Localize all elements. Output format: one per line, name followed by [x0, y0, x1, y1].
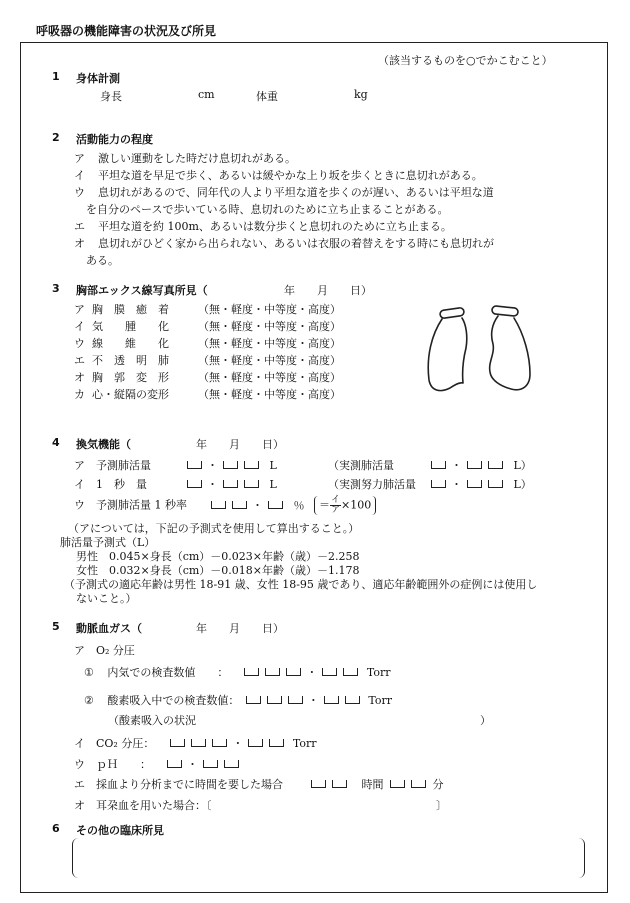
xray-item-options: （無・軽度・中等度・高度）: [198, 303, 341, 316]
xray-item-name: 気 腫 化: [92, 320, 169, 333]
other-findings-area[interactable]: [88, 840, 568, 876]
formula-multiplier: ×100: [341, 498, 372, 512]
fev1-ratio-label: ウ 予測肺活量 1 秒率: [74, 498, 187, 512]
activity-mark-u: ウ: [74, 186, 85, 199]
xray-mark-e: エ: [74, 354, 85, 367]
digit-box[interactable]: [332, 780, 347, 788]
section-5-number: 5: [52, 620, 60, 633]
activity-item-u: 息切れがあるので、同年代の人より平坦な道を歩くのが遅い、あるいは平坦な道: [98, 186, 494, 199]
lung-outline-diagram: [420, 300, 538, 400]
oxygen-status-close: ）: [480, 714, 491, 727]
formula-fraction: [330, 496, 341, 515]
section-1-number: 1: [52, 70, 60, 83]
oxygen-row: ② 酸素吸入中での検査数値： ・ Torr: [84, 694, 392, 707]
digit-box[interactable]: [244, 668, 259, 676]
room-air-label: 内気での検査数値 ：: [107, 666, 229, 679]
ph-label: ウ ｐＨ ：: [74, 758, 151, 771]
xray-mark-o: オ: [74, 371, 85, 384]
applicable-age-note: （予測式の適応年齢は男性 18‐91 歳、女性 18‐95 歳であり、適応年齢範囲外の症例には使用し: [64, 578, 538, 591]
digit-box[interactable]: [170, 739, 185, 747]
co2-label: イ CO₂ 分圧：: [74, 737, 155, 750]
analysis-delay-row: [74, 776, 444, 792]
xray-item-options: （無・軽度・中等度・高度）: [198, 371, 341, 384]
xray-mark-i: イ: [74, 320, 85, 333]
digit-box[interactable]: [246, 696, 261, 704]
section-1-heading: 身体計測: [76, 72, 120, 85]
section-6-number: 6: [52, 822, 60, 835]
formula-numerator: イ: [331, 495, 341, 505]
digit-box[interactable]: [232, 501, 247, 509]
height-unit: cm: [198, 88, 215, 101]
page-title: 呼吸器の機能障害の状況及び所見: [36, 24, 217, 38]
prediction-formula-male: 男性 0.045×身長（cm）－0.023×年齢（歳）－2.258: [76, 550, 360, 563]
analysis-delay-label: エ 採血より分析までに時間を要した場合: [74, 778, 283, 791]
section-2-heading: 活動能力の程度: [76, 133, 153, 146]
earlobe-blood-close: 〕: [436, 799, 447, 812]
digit-box[interactable]: [167, 760, 182, 768]
digit-box[interactable]: [268, 501, 283, 509]
xray-item-options: （無・軽度・中等度・高度）: [198, 337, 341, 350]
xray-item-options: （無・軽度・中等度・高度）: [198, 388, 341, 401]
activity-item-o-cont: ある。: [86, 254, 119, 267]
unit-hour: 時間: [361, 778, 384, 791]
predicted-vc-row: ア 予測肺活量 ・ L: [74, 459, 277, 472]
digit-box[interactable]: [431, 461, 446, 469]
digit-box[interactable]: [265, 668, 280, 676]
digit-box[interactable]: [411, 780, 426, 788]
digit-box[interactable]: [224, 760, 239, 768]
activity-item-i: 平坦な道を早足で歩く、あるいは緩やかな上り坂を歩くときに息切れがある。: [98, 169, 483, 182]
weight-label: 体重: [256, 90, 278, 103]
activity-mark-o: オ: [74, 237, 85, 250]
xray-item-name: 不 透 明 肺: [92, 354, 169, 367]
activity-mark-i: イ: [74, 169, 85, 182]
activity-item-e: 平坦な道を約 100m、あるいは数分歩くと息切れのために立ち止まる。: [98, 220, 452, 233]
activity-mark-e: エ: [74, 220, 85, 233]
digit-box[interactable]: [203, 760, 218, 768]
activity-item-o: 息切れがひどく家から出られない、あるいは衣服の着替えをする時にも息切れが: [98, 237, 494, 250]
section-6-heading: その他の臨床所見: [76, 824, 164, 837]
other-findings-bracket-left: [72, 838, 85, 878]
co2-row: イ CO₂ 分圧： ・ Torr: [74, 737, 317, 750]
applicable-age-note-cont: ないこと。）: [76, 592, 137, 605]
height-label: 身長: [100, 90, 122, 103]
unit-liter: L: [269, 459, 277, 472]
formula-equals: ＝: [319, 498, 330, 512]
section-5-date: 年 月 日）: [196, 622, 284, 635]
section-4-date: 年 月 日）: [196, 438, 284, 451]
measured-fvc-boxes: ・ L）: [428, 476, 532, 492]
unit-torr: Torr: [366, 666, 391, 679]
fev1-label: イ 1 秒 量: [74, 478, 147, 491]
circled-1: ①: [84, 666, 94, 679]
measured-fvc-label: （実測努力肺活量: [328, 478, 416, 491]
digit-box[interactable]: [343, 668, 358, 676]
fev1-ratio-row: ウ 予測肺活量 1 秒率 ・ ％ ＝ $\frac{\text{イ}}{\text{ア}}$ ×100: [74, 496, 376, 515]
digit-box[interactable]: [211, 501, 226, 509]
unit-torr: Torr: [292, 737, 317, 750]
prediction-formula-title: 肺活量予測式（L）: [60, 536, 156, 549]
prediction-note: （アについては，下記の予測式を使用して算出すること。）: [68, 522, 360, 535]
oxygen-label: 酸素吸入中での検査数値：: [107, 694, 240, 707]
digit-box[interactable]: [288, 696, 303, 704]
xray-item-name: 胸 郭 変 形: [92, 371, 169, 384]
measured-vc-boxes: ・ L）: [428, 457, 532, 473]
xray-mark-a: ア: [74, 303, 85, 316]
digit-box[interactable]: [431, 480, 446, 488]
activity-item-u-cont: を自分のペースで歩いている時、息切れのために立ち止まることがある。: [86, 203, 449, 216]
section-3-date: 年 月 日）: [284, 284, 372, 297]
instruction: （該当するものを○でかこむこと）: [378, 54, 553, 67]
room-air-row: ① 内気での検査数値 ： ・ Torr: [84, 666, 391, 679]
digit-box[interactable]: [187, 461, 202, 469]
digit-box[interactable]: [244, 480, 259, 488]
circled-2: ②: [84, 694, 94, 707]
digit-box[interactable]: [223, 461, 238, 469]
digit-box[interactable]: [324, 696, 339, 704]
unit-percent: ％: [293, 498, 305, 512]
unit-liter-close: L）: [513, 459, 532, 472]
digit-box[interactable]: [248, 739, 263, 747]
oxygen-status-label: （酸素吸入の状況: [108, 714, 196, 727]
digit-box[interactable]: [488, 480, 503, 488]
section-4-number: 4: [52, 436, 60, 449]
digit-box[interactable]: [223, 480, 238, 488]
digit-box[interactable]: [187, 480, 202, 488]
digit-box[interactable]: [467, 461, 482, 469]
unit-liter: L: [269, 478, 277, 491]
digit-box[interactable]: [467, 480, 482, 488]
section-5-heading: 動脈血ガス（: [76, 622, 142, 635]
digit-box[interactable]: [267, 696, 282, 704]
measured-vc-label: （実測肺活量: [328, 459, 394, 472]
unit-torr: Torr: [368, 694, 392, 707]
unit-minute: 分: [432, 778, 444, 791]
xray-item-name: 線 維 化: [92, 337, 169, 350]
weight-unit: kg: [354, 88, 368, 101]
o2-pressure-label: ア O₂ 分圧: [74, 644, 135, 657]
xray-item-name: 胸 膜 癒 着: [92, 303, 169, 316]
predicted-vc-label: ア 予測肺活量: [74, 459, 151, 472]
unit-liter-close: L）: [513, 478, 532, 491]
digit-box[interactable]: [269, 739, 284, 747]
section-3-number: 3: [52, 282, 60, 295]
xray-item-options: （無・軽度・中等度・高度）: [198, 354, 341, 367]
fev1-row: イ 1 秒 量 ・ L: [74, 478, 277, 491]
xray-item-name: 心・縦隔の変形: [92, 388, 169, 401]
ratio-formula: [314, 496, 376, 515]
digit-box[interactable]: [488, 461, 503, 469]
xray-item-options: （無・軽度・中等度・高度）: [198, 320, 341, 333]
digit-box[interactable]: [345, 696, 360, 704]
xray-mark-u: ウ: [74, 337, 85, 350]
ph-row: ウ ｐＨ ： ・: [74, 756, 242, 772]
earlobe-blood-label: オ 耳朶血を用いた場合：〔: [74, 799, 212, 812]
prediction-formula-female: 女性 0.032×身長（cm）－0.018×年齢（歳）－1.178: [76, 564, 360, 577]
other-findings-bracket-right: [572, 838, 585, 878]
digit-box[interactable]: [286, 668, 301, 676]
digit-box[interactable]: [244, 461, 259, 469]
activity-item-a: 激しい運動をした時だけ息切れがある。: [98, 152, 296, 165]
activity-mark-a: ア: [74, 152, 85, 165]
xray-mark-ka: カ: [74, 388, 85, 401]
digit-box[interactable]: [191, 739, 206, 747]
digit-box[interactable]: [390, 780, 405, 788]
digit-box[interactable]: [212, 739, 227, 747]
section-2-number: 2: [52, 131, 60, 144]
formula-denominator: ア: [331, 505, 341, 515]
digit-box[interactable]: [322, 668, 337, 676]
section-3-heading: 胸部エックス線写真所見（: [76, 284, 208, 297]
digit-box[interactable]: [311, 780, 326, 788]
section-4-heading: 換気機能（: [76, 438, 131, 451]
